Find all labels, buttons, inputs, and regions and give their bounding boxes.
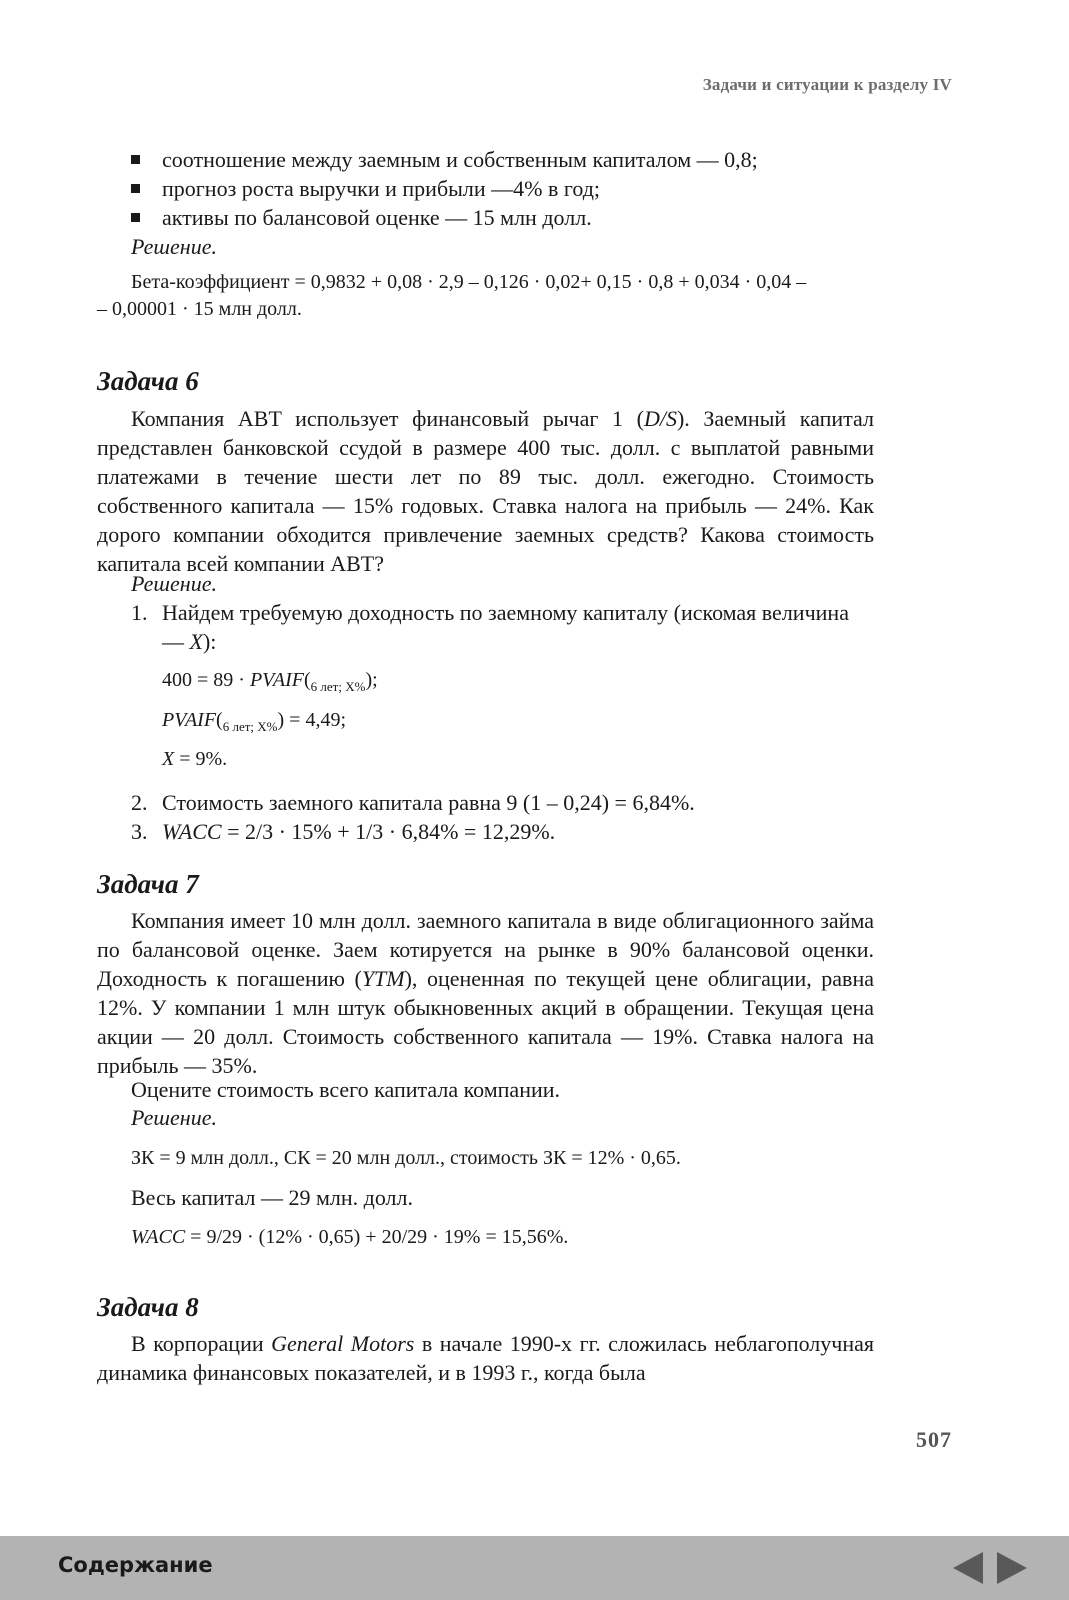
footer-nav-bar [0, 1536, 1069, 1600]
list-item: 2. Стоимость заемного капитала равна 9 (1 – 0,24) = 6,84%. [131, 790, 695, 815]
pvaif-formula-1: $400 = 89 \cdot PVAIF(_{6 лет; X\%})$; [162, 669, 378, 694]
beta-formula-line1: Бета-коэффициент = 0,9832 + 0,08 · 2,9 – 0,126 · 0,02+ 0,15 · 0,8 + 0,034 · 0,04 – [131, 271, 807, 293]
x-result: X = 9%. [162, 748, 228, 770]
next-page-icon[interactable] [997, 1552, 1027, 1584]
task6-solution-label: Решение. [131, 571, 217, 596]
bullet-icon [131, 155, 140, 164]
task7-question: Оцените стоимость всего капитала компании. [131, 1077, 561, 1102]
list-item: 3. WACC = 2/3 · 15% + 1/3 · 6,84% = 12,29%. [131, 819, 556, 844]
prev-page-icon[interactable] [953, 1552, 983, 1584]
contents-link[interactable]: Содержание [58, 1553, 213, 1577]
list-item: активы по балансовой оценке — 15 млн долл. [131, 203, 891, 232]
task6-steps-2-3 [131, 788, 876, 846]
intro-bullet-list [131, 145, 891, 232]
solution-label: Решение. [131, 234, 217, 259]
task7-wacc-formula: WACC = 9/29 · (12% · 0,65) + 20/29 · 19% = 15,56%. [131, 1226, 569, 1248]
page-number: 507 [916, 1427, 952, 1452]
task8-paragraph: В корпорации General Motors в начале 1990-х гг. сложилась неблагополучная динамика финансовых показателей, и в 1993 г., когда была [97, 1331, 874, 1385]
running-title: Задачи и ситуации к разделу IV [702, 75, 952, 94]
pvaif-formula-2: $PVAIF(_{6 лет; X\%}) = 4,49$; [162, 709, 346, 734]
task8-title: Задача 8 [97, 1292, 199, 1322]
task7-solution-label: Решение. [131, 1105, 217, 1130]
bullet-icon [131, 213, 140, 222]
list-item: прогноз роста выручки и прибыли —4% в год; [131, 174, 891, 203]
task7-formula-2: Весь капитал — 29 млн. долл. [131, 1185, 414, 1210]
task7-paragraph: Компания имеет 10 млн долл. заемного капитала в виде облигационного займа по балансовой оценке. Заем котируется на рынке в 90% балансовой оценки. Доходность к погашению (YTM), оцененная по текущей цене облигации, равна 12%. У компании 1 млн штук обыкновенных акций в обращении. Текущая цена акции — 20 долл. Стоимость собственного капитала — 19%. Ставка налога на прибыль — 35%. [97, 908, 874, 1078]
task6-paragraph: Компания ABT использует финансовый рычаг 1 (D/S). Заемный капитал представлен банковской ссудой в размере 400 тыс. долл. с выплатой равными платежами в течение шести лет по 89 тыс. долл. ежегодно. Стоимость собственного капитала — 15% годовых. Ставка налога на прибыль — 24%. Как дорого компании обходится привлечение заемных средств? Какова стоимость капитала всей компании ABT? [97, 406, 874, 576]
bullet-icon [131, 184, 140, 193]
list-item: соотношение между заемным и собственным капиталом — 0,8; [131, 145, 891, 174]
task7-title: Задача 7 [97, 869, 199, 899]
task7-formula-1: ЗК = 9 млн долл., СК = 20 млн долл., стоимость ЗК = 12% · 0,65. [131, 1147, 681, 1169]
beta-formula-line2: – 0,00001 · 15 млн долл. [97, 298, 302, 320]
task6-step1 [131, 598, 876, 656]
list-item: 1. Найдем требуемую доходность по заемному капиталу (искомая величина — X): [131, 600, 849, 654]
task6-title: Задача 6 [97, 366, 199, 396]
